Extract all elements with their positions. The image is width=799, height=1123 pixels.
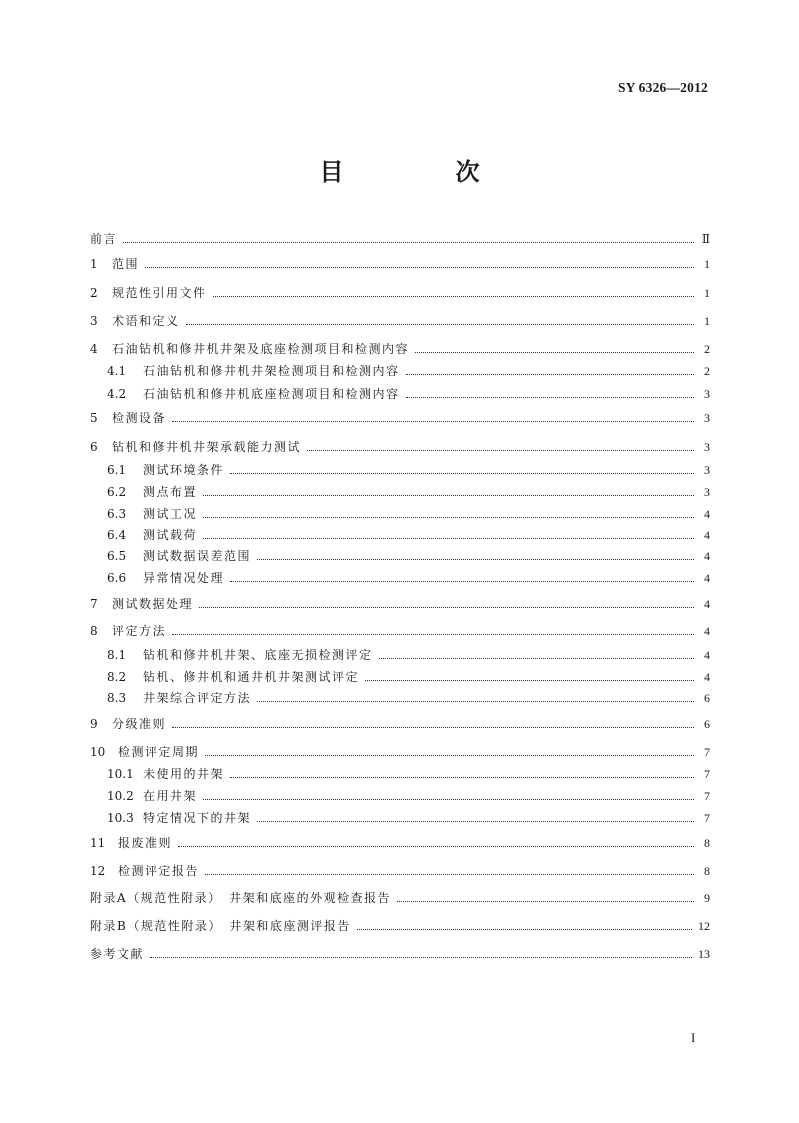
toc-entry[interactable] [90,284,710,302]
toc-entry-number: 3 [90,314,98,328]
toc-leader-dots [150,957,692,958]
toc-entry[interactable] [90,743,710,761]
toc-leader-dots [230,581,694,582]
toc-leader-dots [415,352,694,353]
toc-entry-page: 3 [704,440,710,454]
toc-entry-page: 3 [704,411,710,425]
toc-entry[interactable] [107,809,710,827]
toc-entry-title: 测试载荷 [143,528,198,542]
toc-leader-dots [186,324,694,325]
toc-entry-number: 6.6 [107,571,127,585]
toc-entry-title: 在用井架 [143,789,198,803]
toc-entry-title: 附录A（规范性附录） 井架和底座的外观检查报告 [90,891,392,905]
toc-entry[interactable] [90,945,710,963]
toc-entry-page: 4 [704,648,710,662]
toc-leader-dots [406,397,694,398]
toc-leader-dots [397,901,694,902]
toc-entry-number: 4 [90,342,98,356]
toc-entry-page: 4 [704,571,710,585]
toc-entry-title: 钻机、修井机和通井机井架测试评定 [143,670,360,684]
toc-leader-dots [230,777,694,778]
toc-entry[interactable] [107,461,710,479]
toc-entry-number: 8.3 [107,691,127,705]
toc-entry-number: 10.3 [107,811,134,825]
toc-entry-page: 7 [704,789,710,803]
toc-entry-number: 4.1 [107,364,127,378]
toc-entry-number: 6.4 [107,528,127,542]
toc-entry-number: 8.2 [107,670,127,684]
toc-entry-page: 4 [704,507,710,521]
toc-leader-dots [123,242,694,243]
toc-entry-page: 9 [704,891,710,905]
toc-entry-number: 8 [90,624,98,638]
toc-entry-number: 8.1 [107,648,127,662]
toc-leader-dots [230,473,694,474]
toc-entry[interactable] [90,917,710,935]
toc-entry-number: 5 [90,411,98,425]
toc-entry-number: 10 [90,745,106,759]
toc-entry-title: 测试工况 [143,507,198,521]
toc-entry-title: 石油钻机和修井机底座检测项目和检测内容 [143,387,400,401]
toc-entry[interactable] [90,889,710,907]
toc-entry-number: 6 [90,440,98,454]
toc-leader-dots [145,267,694,268]
toc-leader-dots [203,517,694,518]
toc-entry-page: 1 [704,286,710,300]
toc-entry-number: 10.1 [107,767,134,781]
toc-entry-page: 4 [704,670,710,684]
toc-entry[interactable] [107,505,710,523]
toc-entry[interactable] [107,362,710,380]
toc-entry[interactable] [90,622,710,640]
page-title: 目 次 [319,157,524,186]
toc-entry-page: 3 [704,463,710,477]
toc-entry-title: 钻机和修井机井架、底座无损检测评定 [143,648,373,662]
toc-entry-title: 特定情况下的井架 [143,811,252,825]
toc-entry-page: 6 [704,691,710,705]
page-number: I [691,1030,696,1045]
toc-entry-title: 检测设备 [112,411,167,425]
toc-entry-title: 规范性引用文件 [112,286,207,300]
toc-entry-title: 检测评定报告 [118,864,200,878]
toc-entry[interactable] [90,409,710,427]
toc-leader-dots [379,658,694,659]
toc-leader-dots [257,559,694,560]
toc-entry-page: 1 [704,257,710,271]
standard-code: SY 6326—2012 [617,80,708,95]
toc-entry-title: 术语和定义 [112,314,180,328]
toc-entry[interactable] [90,862,710,880]
toc-leader-dots [178,846,694,847]
toc-entry-title: 分级准则 [112,717,167,731]
toc-entry[interactable] [107,668,710,686]
toc-entry[interactable] [90,255,710,273]
toc-entry[interactable] [107,526,710,544]
toc-entry-title: 井架综合评定方法 [143,691,252,705]
toc-entry-number: 11 [90,836,106,850]
toc-entry[interactable] [107,569,710,587]
toc-leader-dots [357,929,692,930]
toc-entry-number: 4.2 [107,387,127,401]
toc-leader-dots [172,421,694,422]
toc-entry-page: 4 [704,549,710,563]
toc-leader-dots [257,701,694,702]
toc-entry-page: 7 [704,745,710,759]
toc-entry-title: 参考文献 [90,947,145,961]
toc-leader-dots [172,727,694,728]
toc-entry-page: 7 [704,811,710,825]
toc-entry-page: 7 [704,767,710,781]
toc-entry-page: 4 [704,597,710,611]
toc-entry-title: 石油钻机和修井机井架检测项目和检测内容 [143,364,400,378]
toc-entry-title: 范围 [112,257,140,271]
toc-entry-page: 2 [704,364,710,378]
toc-entry[interactable] [90,312,710,330]
toc-entry-title: 石油钻机和修井机井架及底座检测项目和检测内容 [112,342,410,356]
toc-entry-page: 13 [698,947,710,961]
toc-entry-number: 6.3 [107,507,127,521]
toc-entry-title: 检测评定周期 [118,745,200,759]
toc-entry-title: 测试环境条件 [143,463,225,477]
toc-entry[interactable] [107,765,710,783]
toc-entry-page: 12 [698,919,710,933]
toc-leader-dots [205,874,694,875]
toc-entry-number: 6.2 [107,485,127,499]
toc-entry-title: 测试数据误差范围 [143,549,252,563]
toc-leader-dots [199,607,694,608]
toc-entry-title: 未使用的井架 [143,767,225,781]
toc-entry-title: 测试数据处理 [112,597,194,611]
toc-entry-number: 10.2 [107,789,134,803]
toc-entry-number: 2 [90,286,98,300]
toc-entry-number: 7 [90,597,98,611]
toc-entry[interactable] [90,595,710,613]
toc-leader-dots [406,374,694,375]
toc-entry-title: 附录B（规范性附录） 井架和底座测评报告 [90,919,351,933]
toc-entry-title: 评定方法 [112,624,167,638]
toc-leader-dots [203,799,694,800]
toc-leader-dots [213,296,694,297]
toc-leader-dots [203,538,694,539]
toc-entry-number: 6.5 [107,549,127,563]
toc-entry[interactable] [107,483,710,501]
toc-entry-page: 8 [704,864,710,878]
toc-entry-page: 3 [704,485,710,499]
toc-entry[interactable] [90,715,710,733]
toc-leader-dots [203,495,694,496]
toc-leader-dots [172,634,694,635]
toc-entry-page: 4 [704,528,710,542]
toc-entry-page: 8 [704,836,710,850]
toc-entry[interactable] [90,230,710,248]
toc-entry-number: 9 [90,717,98,731]
toc-entry-page: 2 [704,342,710,356]
toc-entry-title: 测点布置 [143,485,198,499]
toc-entry-page: 1 [704,314,710,328]
toc-entry[interactable] [107,787,710,805]
toc-entry-title: 异常情况处理 [143,571,225,585]
toc-entry[interactable] [90,834,710,852]
toc-entry-page: Ⅱ [701,232,710,246]
toc-entry-title: 前言 [90,232,118,246]
toc-entry[interactable] [90,340,710,358]
toc-entry[interactable] [107,646,710,664]
toc-leader-dots [365,680,694,681]
toc-entry[interactable] [107,689,710,707]
toc-entry[interactable] [107,547,710,565]
toc-leader-dots [205,755,694,756]
toc-leader-dots [307,450,694,451]
toc-entry-page: 3 [704,387,710,401]
toc-entry-page: 4 [704,624,710,638]
toc-entry-number: 1 [90,257,98,271]
toc-entry[interactable] [107,385,710,403]
toc-entry-page: 6 [704,717,710,731]
toc-entry-number: 6.1 [107,463,127,477]
toc-entry-title: 钻机和修井机井架承载能力测试 [112,440,302,454]
toc-leader-dots [257,821,694,822]
toc-entry-title: 报废准则 [118,836,173,850]
toc-entry-number: 12 [90,864,106,878]
toc-entry[interactable] [90,438,710,456]
